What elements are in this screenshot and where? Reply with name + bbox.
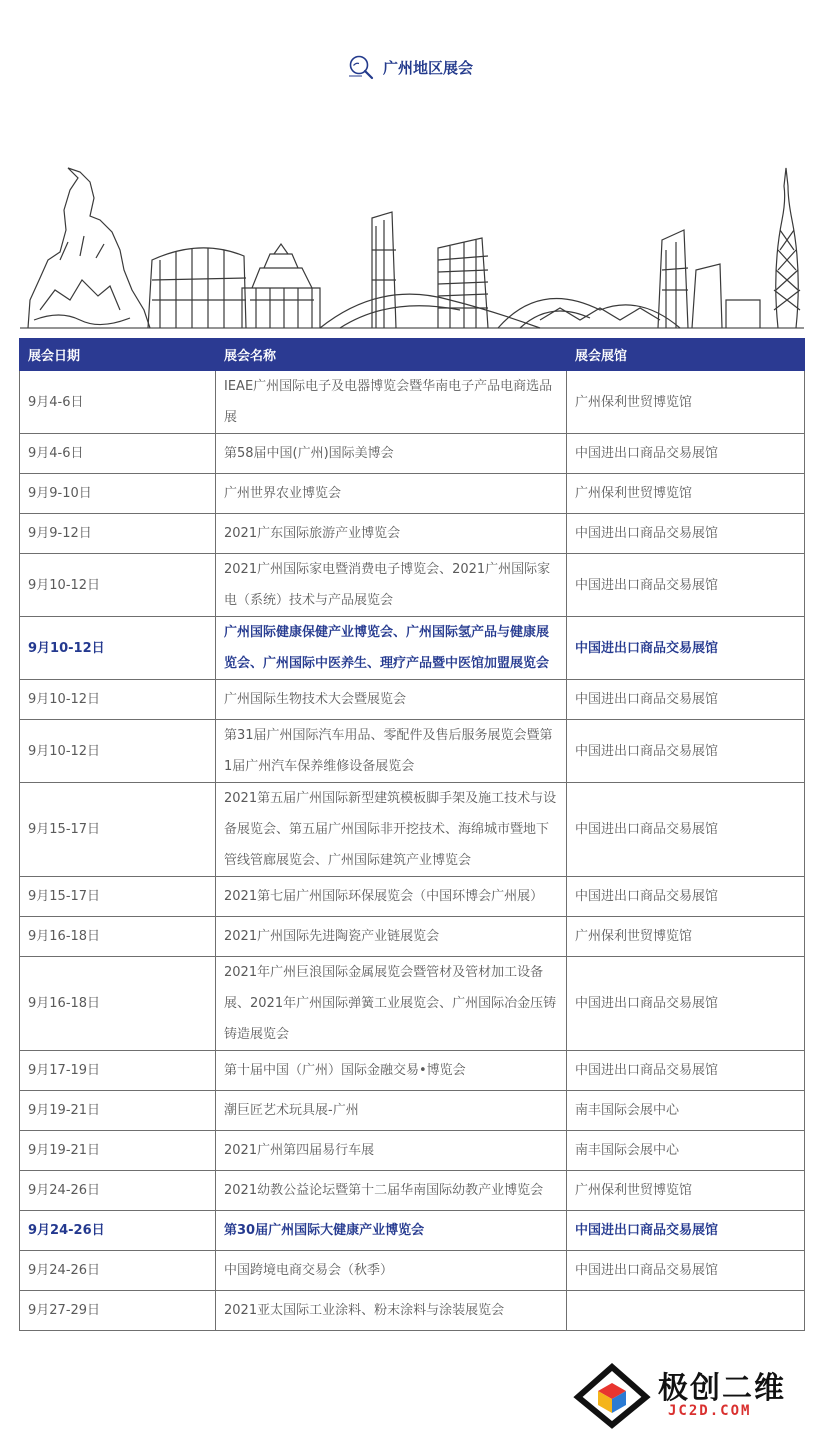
cell-name: 2021广州国际先进陶瓷产业链展览会 (216, 917, 567, 957)
cell-name: 2021广州国际家电暨消费电子博览会、2021广州国际家电（系统）技术与产品展览会 (216, 554, 567, 617)
cell-date: 9月9-12日 (20, 514, 216, 554)
cell-date: 9月16-18日 (20, 917, 216, 957)
cell-name: 2021第七届广州国际环保展览会（中国环博会广州展） (216, 877, 567, 917)
cell-venue: 中国进出口商品交易展馆 (567, 514, 805, 554)
cell-venue (567, 1291, 805, 1331)
table-row (20, 783, 805, 877)
table-row (20, 617, 805, 680)
cell-name: 2021幼教公益论坛暨第十二届华南国际幼教产业博览会 (216, 1171, 567, 1211)
section-header (0, 52, 820, 82)
table-row (20, 1051, 805, 1091)
cell-venue: 广州保利世贸博览馆 (567, 371, 805, 434)
cell-date: 9月24-26日 (20, 1211, 216, 1251)
table-row (20, 514, 805, 554)
cell-name: 中国跨境电商交易会（秋季） (216, 1251, 567, 1291)
watermark-logo (572, 1361, 820, 1429)
cell-date: 9月17-19日 (20, 1051, 216, 1091)
magnifier-icon (347, 53, 375, 81)
column-header-name: 展会名称 (216, 339, 567, 371)
cell-venue: 中国进出口商品交易展馆 (567, 957, 805, 1051)
cell-date: 9月19-21日 (20, 1131, 216, 1171)
cell-name: 第31届广州国际汽车用品、零配件及售后服务展览会暨第1届广州汽车保养维修设备展览会 (216, 720, 567, 783)
cell-venue: 中国进出口商品交易展馆 (567, 680, 805, 720)
cell-venue: 南丰国际会展中心 (567, 1091, 805, 1131)
cell-venue: 中国进出口商品交易展馆 (567, 1211, 805, 1251)
cell-name: 2021亚太国际工业涂料、粉末涂料与涂装展览会 (216, 1291, 567, 1331)
table-row (20, 680, 805, 720)
exhibition-table (19, 338, 805, 1331)
cell-venue: 中国进出口商品交易展馆 (567, 877, 805, 917)
cell-name: 2021年广州巨浪国际金属展览会暨管材及管材加工设备展、2021年广州国际弹簧工业展览会、广州国际冶金压铸铸造展览会 (216, 957, 567, 1051)
cell-venue: 南丰国际会展中心 (567, 1131, 805, 1171)
cube-logo-icon (572, 1361, 652, 1429)
watermark-cn: 极创二维 (658, 1371, 786, 1406)
cell-date: 9月9-10日 (20, 474, 216, 514)
table-header-row (20, 339, 805, 371)
cell-date: 9月24-26日 (20, 1171, 216, 1211)
cell-date: 9月10-12日 (20, 554, 216, 617)
guangzhou-skyline-illustration (20, 160, 804, 332)
cell-name: 广州国际健康保健产业博览会、广州国际氢产品与健康展览会、广州国际中医养生、理疗产品暨中医馆加盟展览会 (216, 617, 567, 680)
cell-date: 9月10-12日 (20, 680, 216, 720)
table-row (20, 371, 805, 434)
cell-date: 9月15-17日 (20, 783, 216, 877)
cell-name: 2021第五届广州国际新型建筑模板脚手架及施工技术与设备展览会、第五届广州国际非开挖技术、海绵城市暨地下管线管廊展览会、广州国际建筑产业博览会 (216, 783, 567, 877)
cell-name: 广州国际生物技术大会暨展览会 (216, 680, 567, 720)
table-row (20, 1171, 805, 1211)
cell-name: 第58届中国(广州)国际美博会 (216, 434, 567, 474)
cell-name: 第十届中国（广州）国际金融交易•博览会 (216, 1051, 567, 1091)
cell-venue: 广州保利世贸博览馆 (567, 1171, 805, 1211)
cell-venue: 中国进出口商品交易展馆 (567, 1251, 805, 1291)
table-row (20, 877, 805, 917)
cell-date: 9月19-21日 (20, 1091, 216, 1131)
cell-venue: 中国进出口商品交易展馆 (567, 434, 805, 474)
cell-name: 2021广东国际旅游产业博览会 (216, 514, 567, 554)
cell-date: 9月4-6日 (20, 371, 216, 434)
column-header-date: 展会日期 (20, 339, 216, 371)
cell-name: 第30届广州国际大健康产业博览会 (216, 1211, 567, 1251)
cell-date: 9月16-18日 (20, 957, 216, 1051)
column-header-venue: 展会展馆 (567, 339, 805, 371)
table-row (20, 474, 805, 514)
table-row (20, 1211, 805, 1251)
cell-date: 9月27-29日 (20, 1291, 216, 1331)
cell-date: 9月24-26日 (20, 1251, 216, 1291)
cell-venue: 中国进出口商品交易展馆 (567, 783, 805, 877)
table-row (20, 434, 805, 474)
cell-name: 2021广州第四届易行车展 (216, 1131, 567, 1171)
cell-name: IEAE广州国际电子及电器博览会暨华南电子产品电商选品展 (216, 371, 567, 434)
table-row (20, 720, 805, 783)
page-title: 广州地区展会 (382, 58, 473, 77)
cell-venue: 中国进出口商品交易展馆 (567, 1051, 805, 1091)
cell-date: 9月4-6日 (20, 434, 216, 474)
cell-date: 9月10-12日 (20, 617, 216, 680)
cell-date: 9月15-17日 (20, 877, 216, 917)
cell-venue: 广州保利世贸博览馆 (567, 474, 805, 514)
cell-date: 9月10-12日 (20, 720, 216, 783)
table-row (20, 554, 805, 617)
table-row (20, 1291, 805, 1331)
table-row (20, 1091, 805, 1131)
cell-venue: 广州保利世贸博览馆 (567, 917, 805, 957)
cell-name: 广州世界农业博览会 (216, 474, 567, 514)
watermark-en: JC2D.COM (668, 1403, 752, 1419)
table-row (20, 957, 805, 1051)
cell-venue: 中国进出口商品交易展馆 (567, 720, 805, 783)
table-row (20, 1251, 805, 1291)
table-row (20, 1131, 805, 1171)
table-row (20, 917, 805, 957)
cell-venue: 中国进出口商品交易展馆 (567, 554, 805, 617)
cell-name: 潮巨匠艺术玩具展-广州 (216, 1091, 567, 1131)
cell-venue: 中国进出口商品交易展馆 (567, 617, 805, 680)
